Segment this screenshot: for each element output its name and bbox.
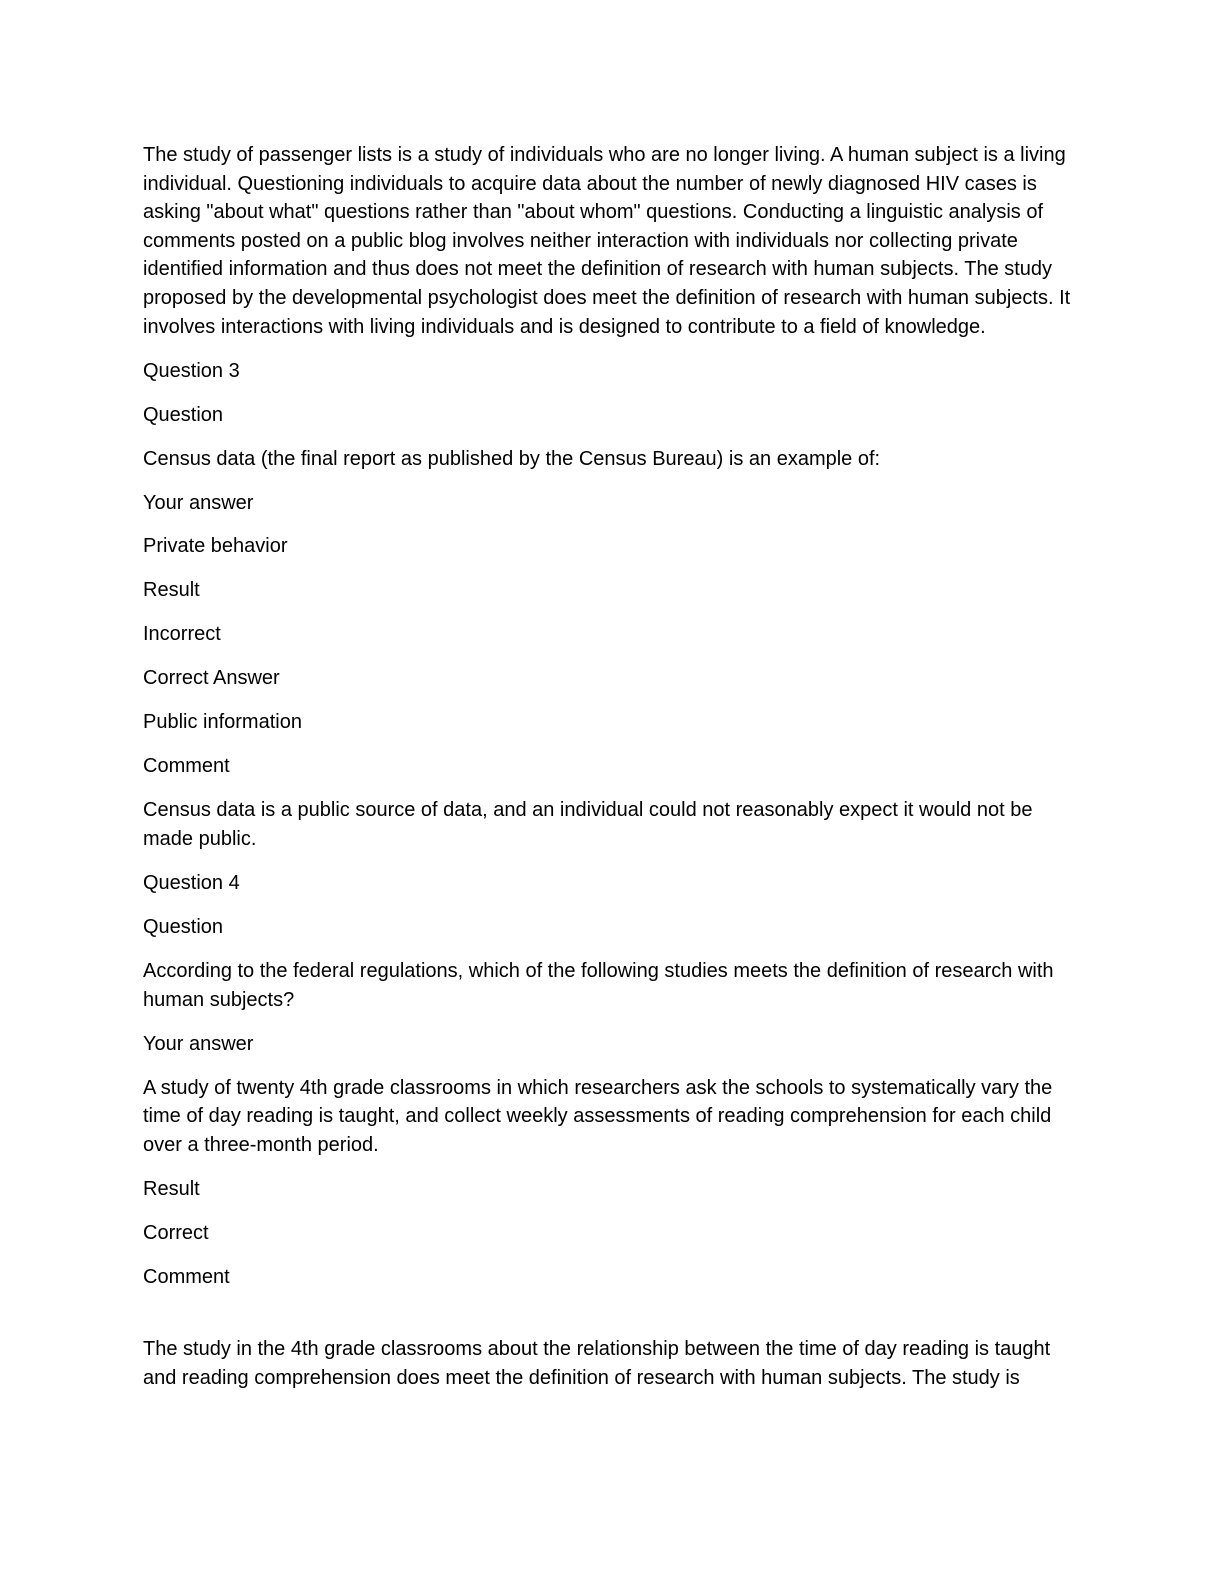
question-3-your-answer-label: Your answer xyxy=(143,491,254,514)
question-4-comment-label: Comment xyxy=(143,1265,230,1288)
question-4-result: Correct xyxy=(143,1221,209,1244)
question-4-result-label: Result xyxy=(143,1177,200,1200)
question-4-comment: The study in the 4th grade classrooms about the relationship between the time of day reading is taught and reading comprehension does meet the definition of research with human subjects. The study is xyxy=(143,1338,1051,1389)
question-3-question-label: Question xyxy=(143,403,224,426)
question-3-correct-answer: Public information xyxy=(143,711,302,734)
question-3-comment-label: Comment xyxy=(143,755,230,778)
question-3-your-answer: Private behavior xyxy=(143,535,288,558)
document-page xyxy=(143,141,1078,1408)
intro-paragraph: The study of passenger lists is a study of individuals who are no longer living. A human subject is a living individual. Questioning individuals to acquire data about the number of newly diagnosed HIV cases is asking "about what" questions rather than "about whom" questions. Conducting a linguistic analysis of comments posted on a public blog involves neither interaction with individuals nor collecting private identified information and thus does not meet the definition of research with human subjects. The study proposed by the developmental psychologist does meet the definition of research with human subjects. It involves interactions with living individuals and is designed to contribute to a field of knowledge. xyxy=(143,144,1071,338)
question-4-heading: Question 4 xyxy=(143,871,240,894)
question-3-heading: Question 3 xyxy=(143,359,240,382)
question-3-result: Incorrect xyxy=(143,623,221,646)
question-3-result-label: Result xyxy=(143,579,200,602)
question-3-text: Census data (the final report as published by the Census Bureau) is an example of: xyxy=(143,447,881,470)
question-3-correct-answer-label: Correct Answer xyxy=(143,667,280,690)
question-4-question-label: Question xyxy=(143,915,224,938)
question-4-your-answer-label: Your answer xyxy=(143,1032,254,1055)
question-4-text: According to the federal regulations, which of the following studies meets the definition of research with human subjects? xyxy=(143,959,1054,1011)
question-4-your-answer: A study of twenty 4th grade classrooms in which researchers ask the schools to systematically vary the time of day reading is taught, and collect weekly assessments of reading comprehension for each child over a three-month period. xyxy=(143,1076,1053,1156)
question-3-comment: Census data is a public source of data, and an individual could not reasonably expect it would not be made public. xyxy=(143,799,1033,850)
